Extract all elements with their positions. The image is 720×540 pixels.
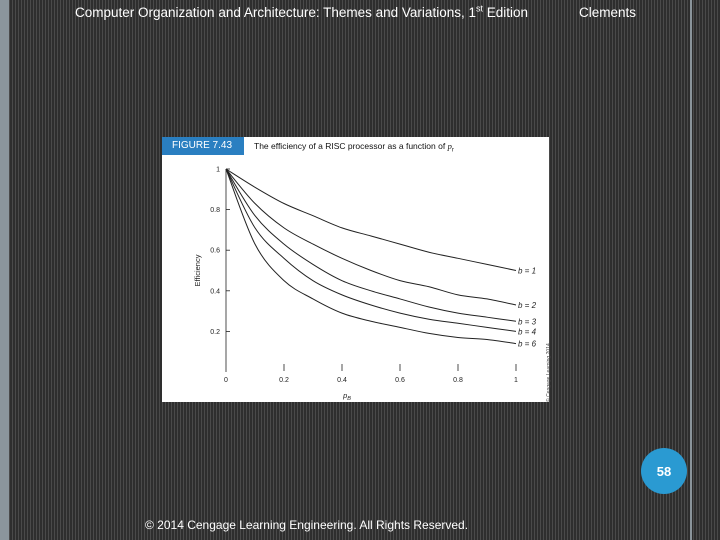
series-line-b1 [226, 169, 516, 271]
x-tick-label: 0.2 [279, 377, 289, 384]
figure-caption: The efficiency of a RISC processor as a function of $p_r$ [254, 141, 454, 154]
series-label: b = 3 [518, 317, 537, 327]
series-label: b = 2 [518, 301, 537, 311]
left-accent-rule [0, 0, 9, 540]
page-number-badge: 58 [641, 448, 687, 494]
credit-line: © Cengage Learning 2014 [546, 343, 552, 402]
series-line-b4 [226, 169, 516, 331]
slide-header-title: Computer Organization and Architecture: Themes and Variations, 1st Edition [75, 3, 529, 20]
y-tick-label: 0.2 [210, 328, 220, 336]
series-label: b = 1 [518, 266, 537, 276]
slide-header-author: Clements [579, 5, 637, 20]
x-axis-title-subscript: B [347, 396, 351, 402]
x-tick-label: 0.6 [395, 377, 405, 384]
x-tick-label: 0.8 [453, 377, 463, 384]
y-tick-label: 0.8 [210, 207, 220, 215]
x-tick-label: 1 [514, 377, 518, 384]
right-accent-rule [690, 0, 692, 540]
y-axis-title: Efficiency [193, 254, 202, 287]
efficiency-chart [162, 137, 552, 402]
x-tick-label: 0 [224, 377, 228, 384]
y-tick-label: 0.4 [210, 288, 220, 296]
x-tick-label: 0.4 [337, 377, 347, 384]
copyright-footer: © 2014 Cengage Learning Engineering. All Rights Reserved. [145, 518, 469, 532]
x-axis-title: $p_B$ [343, 391, 351, 402]
figure-panel [162, 137, 552, 402]
figure-label: FIGURE 7.43 [162, 137, 244, 155]
y-tick-label: 0.6 [210, 247, 220, 255]
series-label: b = 4 [518, 327, 537, 337]
y-tick-label: 1 [216, 166, 220, 174]
series-line-b2 [226, 169, 516, 305]
series-label: b = 6 [518, 339, 537, 349]
